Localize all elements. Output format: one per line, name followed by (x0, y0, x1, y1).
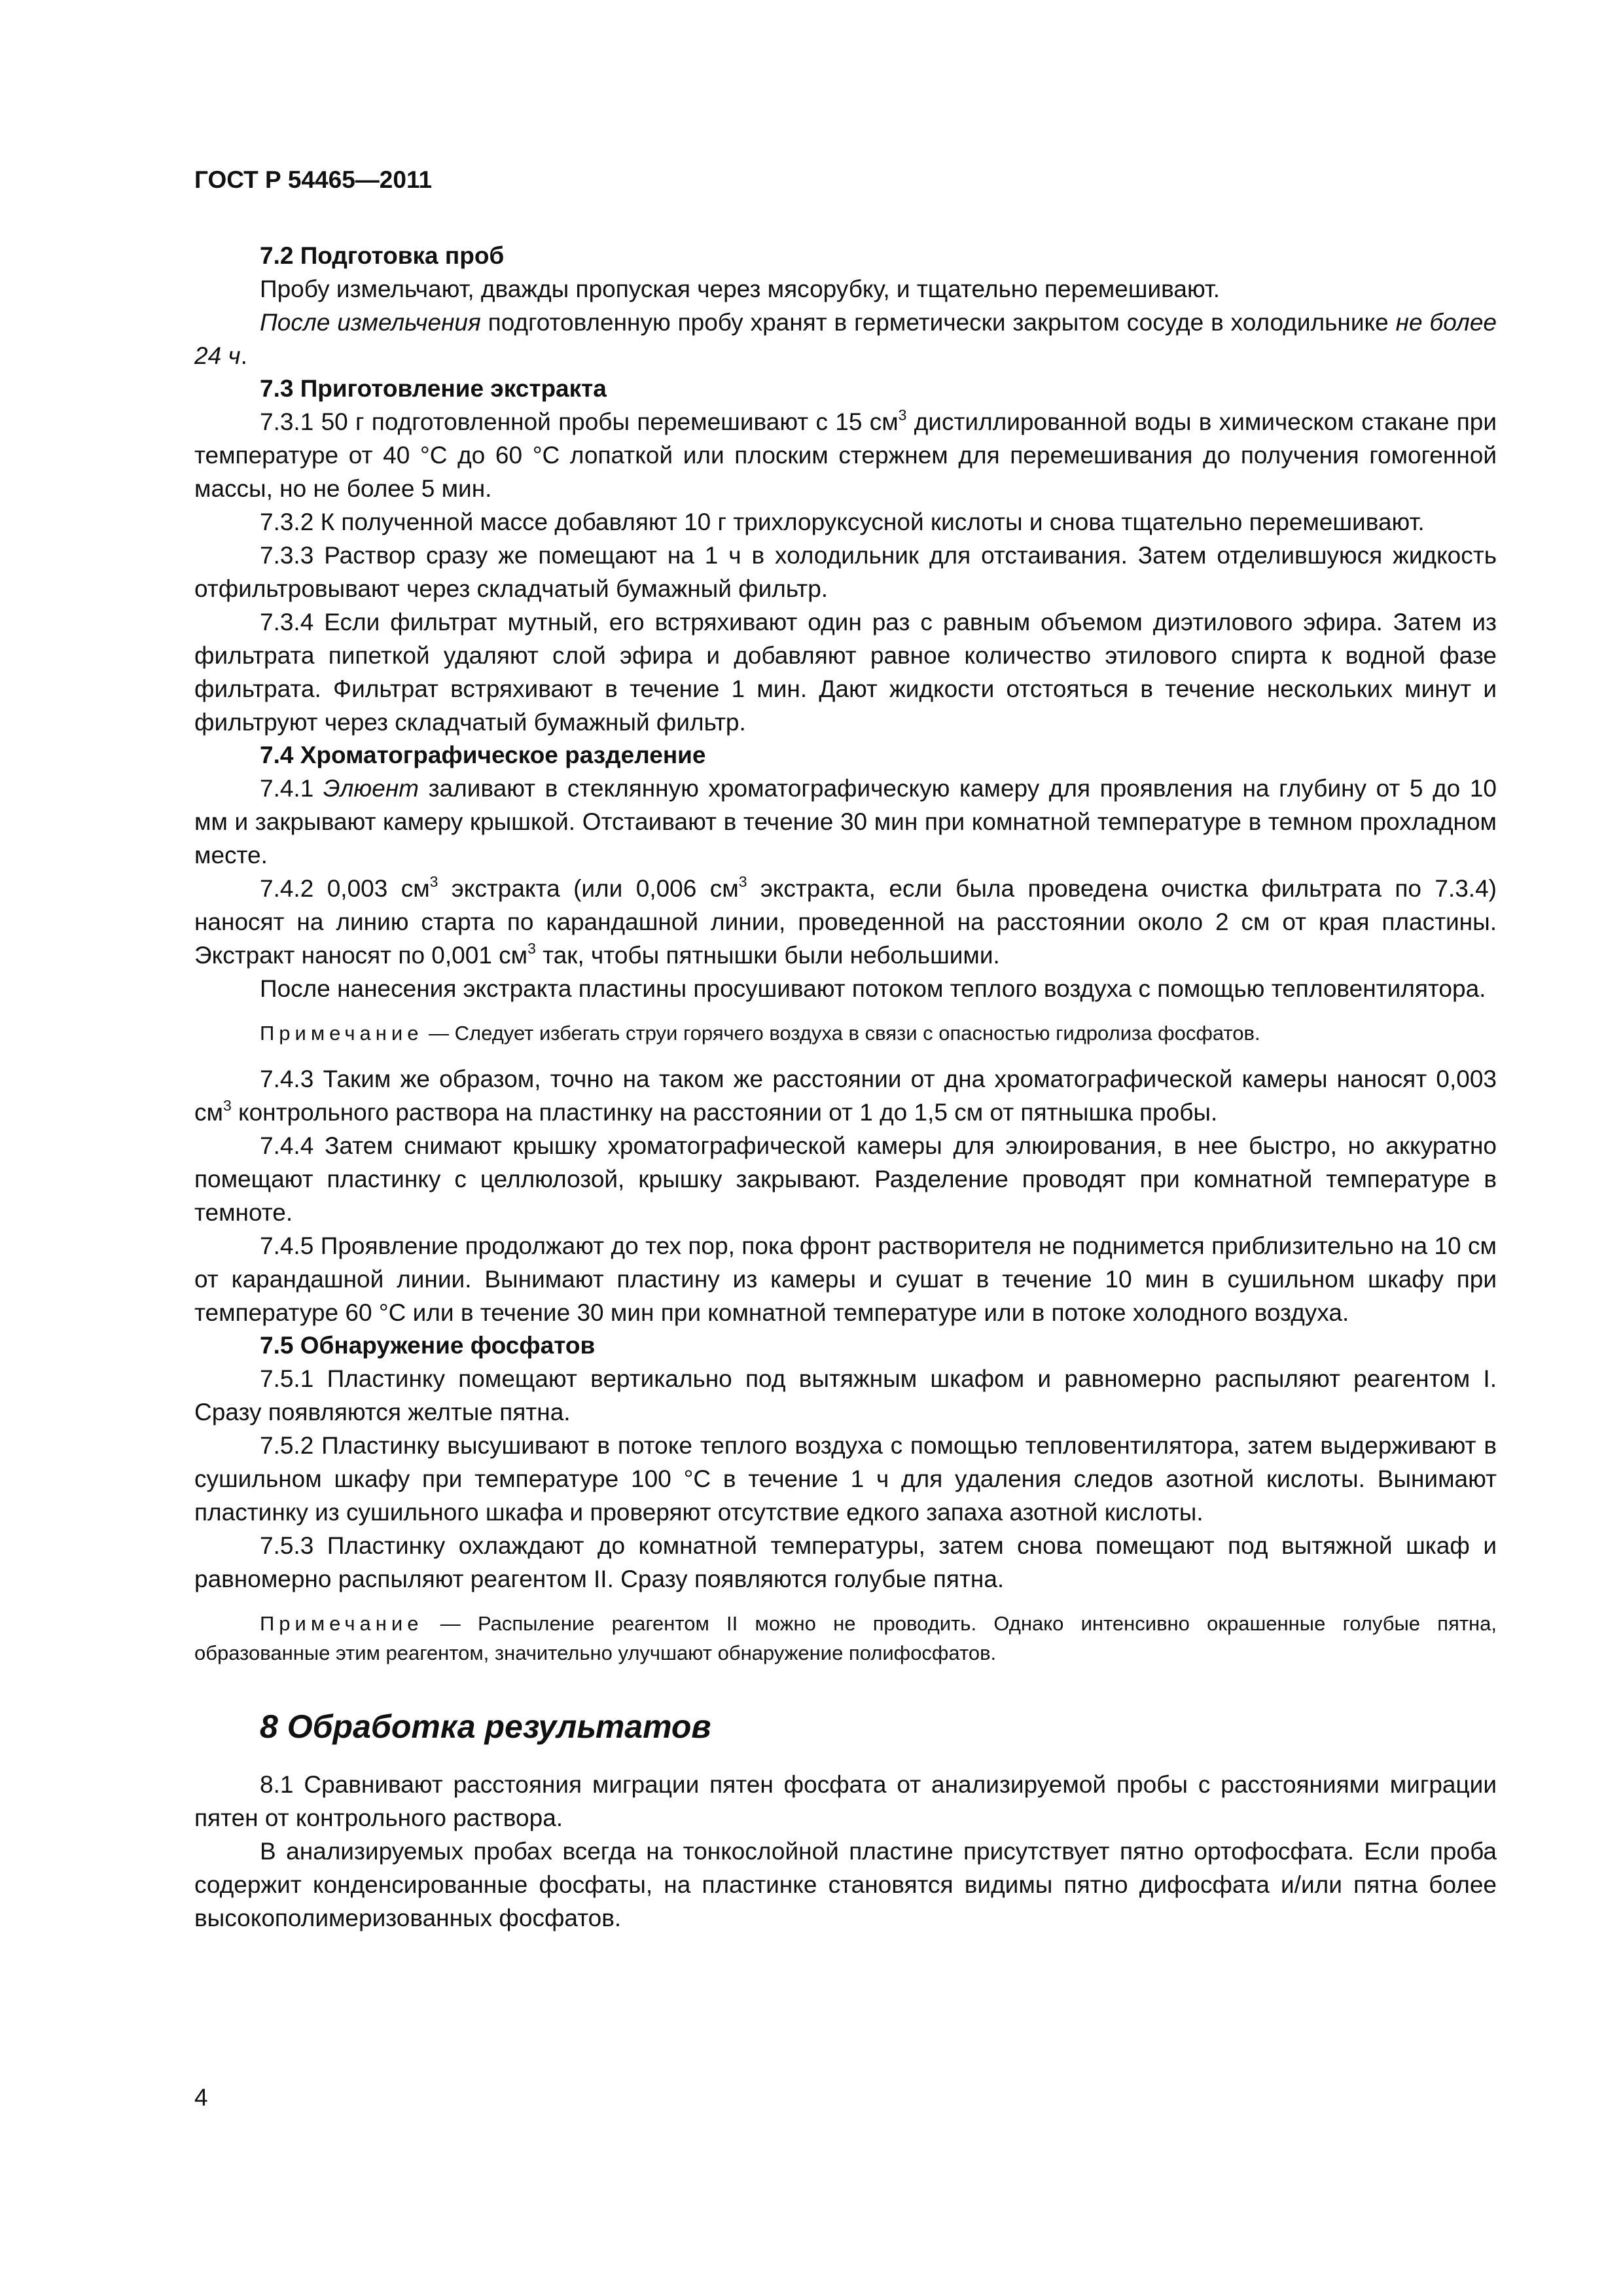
text-run: контрольного раствора на пластинку на расстоянии от 1 до 1,5 см от пятнышка пробы. (231, 1099, 1218, 1126)
section-7-3-title: 7.3 Приготовление экстракта (260, 375, 607, 402)
section-7-2-title: 7.2 Подготовка проб (260, 242, 505, 269)
section-7-5-title: 7.5 Обнаружение фосфатов (260, 1332, 596, 1359)
paragraph: После нанесения экстракта пластины просушивают потоком теплого воздуха с помощью тепловентилятора. (260, 975, 1486, 1002)
superscript: 3 (223, 1097, 232, 1115)
paragraph-8-1: 8.1 Сравнивают расстояния миграции пятен фосфата от анализируемой пробы с расстояниями миграции пятен от контрольного раствора. (194, 1771, 1497, 1831)
paragraph-7-4-3 (194, 1062, 1497, 1129)
superscript: 3 (738, 873, 747, 891)
paragraph-7-3-4: 7.3.4 Если фильтрат мутный, его встряхивают один раз с равным объемом диэтилового эфира. Затем из фильтрата пипеткой удаляют слой эфира и добавляют равное количество этилового спирта к водной фазе фильтрата. Фильтрат встряхивают в течение 1 мин. Дают жидкости отстояться в течение нескольких минут и фильтруют через складчатый бумажный фильтр. (194, 609, 1497, 736)
page-number: 4 (194, 2084, 208, 2111)
section-7-4-title: 7.4 Хроматографическое разделение (260, 742, 706, 768)
note-label: Примечание (260, 1022, 423, 1045)
text-run: 7.4.3 Таким же образом, точно на таком же расстоянии от дна хроматографической камеры наносят 0,003 см (194, 1066, 1497, 1126)
paragraph-7-4-1 (194, 772, 1497, 872)
text-run: подготовленную пробу хранят в герметически закрытом сосуде в холодильнике (480, 309, 1396, 336)
paragraph-7-4-2 (194, 872, 1497, 972)
note-label: Примечание (260, 1612, 423, 1635)
italic-text: не более 24 ч (194, 309, 1497, 369)
text-run: 7.4.2 0,003 см (260, 875, 430, 902)
paragraph-7-3-3: 7.3.3 Раствор сразу же помещают на 1 ч в холодильник для отстаивания. Затем отделившуюся жидкость отфильтровывают через складчатый бумажный фильтр. (194, 542, 1497, 602)
superscript: 3 (527, 940, 536, 958)
paragraph: Пробу измельчают, дважды пропуская через мясорубку, и тщательно перемешивают. (260, 276, 1221, 302)
italic-text: Элюент (323, 775, 419, 802)
document-page (194, 164, 1497, 1935)
note-text: — Распыление реагентом II можно не проводить. Однако интенсивно окрашенные голубые пятна, образованные этим реагентом, значительно улучшают обнаружение полифосфатов. (194, 1612, 1497, 1664)
note (194, 1609, 1497, 1668)
note-text: — Следует избегать струи горячего воздуха в связи с опасностью гидролиза фосфатов. (423, 1022, 1260, 1045)
paragraph-7-4-5: 7.4.5 Проявление продолжают до тех пор, пока фронт растворителя не поднимется приблизительно на 10 см от карандашной линии. Вынимают пластину из камеры и сушат в течение 10 мин в сушильном шкафу при температуре 60 °С или в течение 30 мин при комнатной температуре или в потоке холодного воздуха. (194, 1232, 1497, 1326)
italic-text: После измельчения (260, 309, 481, 336)
paragraph-7-3-2: 7.3.2 К полученной массе добавляют 10 г трихлоруксусной кислоты и снова тщательно перемешивают. (260, 509, 1425, 535)
text-run: заливают в стеклянную хроматографическую камеру для проявления на глубину от 5 до 10 мм и закрывают камеру крышкой. Отстаивают в течение 30 мин при комнатной температуре в темном прохладном месте. (194, 775, 1497, 869)
text-run: дистиллированной воды в химическом стакане при температуре от 40 °С до 60 °С лопаткой или плоским стержнем для перемешивания до получения гомогенной массы, но не более 5 мин. (194, 408, 1497, 502)
text-run: 7.3.1 50 г подготовленной пробы перемешивают с 15 см (260, 408, 899, 435)
text-run: экстракта (или 0,006 см (438, 875, 739, 902)
superscript: 3 (429, 873, 438, 891)
paragraph (194, 306, 1497, 372)
text-run: экстракта, если была проведена очистка фильтрата по 7.3.4) наносят на линию старта по карандашной линии, проведенной на расстоянии около 2 см от края пластины. Экстракт наносят по 0,001 см (194, 875, 1497, 969)
paragraph-7-3-1 (194, 405, 1497, 505)
paragraph-7-5-3: 7.5.3 Пластинку охлаждают до комнатной температуры, затем снова помещают под вытяжной шкаф и равномерно распыляют реагентом II. Сразу появляются голубые пятна. (194, 1532, 1497, 1592)
note (194, 1018, 1497, 1048)
paragraph-7-4-4: 7.4.4 Затем снимают крышку хроматографической камеры для элюирования, в нее быстро, но аккуратно помещают пластинку с целлюлозой, крышку закрывают. Разделение проводят при комнатной температуре в темноте. (194, 1132, 1497, 1226)
paragraph-7-5-2: 7.5.2 Пластинку высушивают в потоке теплого воздуха с помощью тепловентилятора, затем выдерживают в сушильном шкафу при температуре 100 °С в течение 1 ч для удаления следов азотной кислоты. Вынимают пластинку из сушильного шкафа и проверяют отсутствие едкого запаха азотной кислоты. (194, 1432, 1497, 1526)
superscript: 3 (898, 406, 907, 424)
document-code: ГОСТ Р 54465—2011 (194, 166, 433, 193)
text-run: . (240, 342, 247, 369)
text-run: 7.4.1 (260, 775, 323, 802)
paragraph-7-5-1: 7.5.1 Пластинку помещают вертикально под вытяжным шкафом и равномерно распыляют реагентом I. Сразу появляются желтые пятна. (194, 1365, 1497, 1426)
text-run: так, чтобы пятнышки были небольшими. (535, 942, 1000, 969)
paragraph: В анализируемых пробах всегда на тонкослойной пластине присутствует пятно ортофосфата. Если проба содержит конденсированные фосфаты, на пластинке становятся видимы пятно дифосфата и/или пятна более высокополимеризованных фосфатов. (194, 1838, 1497, 1931)
section-8-title: 8 Обработка результатов (260, 1708, 711, 1745)
